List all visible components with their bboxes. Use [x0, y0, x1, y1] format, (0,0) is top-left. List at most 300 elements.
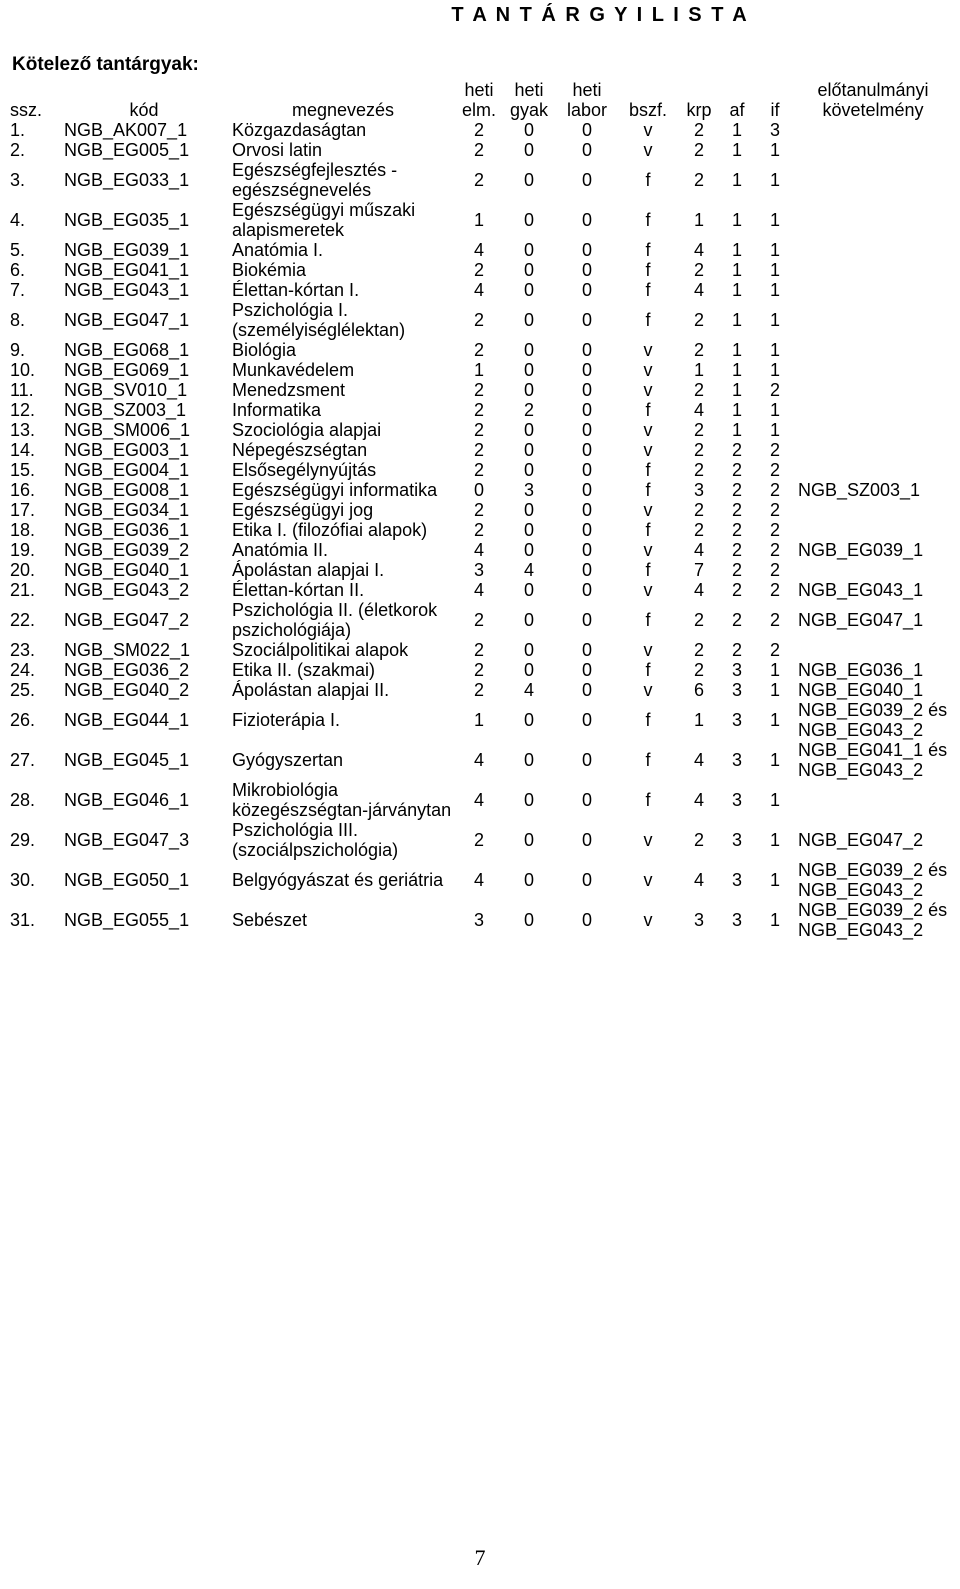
row-if: 2: [769, 460, 780, 480]
row-ssz: 15.: [10, 460, 36, 480]
row-kod: NGB_EG043_1: [64, 280, 190, 300]
table-row: [6, 300, 952, 340]
row-af: 2: [731, 560, 742, 580]
col-af: af: [729, 100, 745, 120]
row-krp: 2: [693, 170, 704, 190]
row-nev: Munkavédelem: [232, 360, 355, 380]
row-af: 1: [731, 260, 742, 280]
row-ssz: 27.: [10, 750, 36, 770]
row-kod: NGB_EG036_2: [64, 660, 190, 680]
row-heti-elm: 2: [473, 260, 484, 280]
row-krp: 1: [693, 710, 704, 730]
row-heti-gyak: 0: [523, 280, 534, 300]
row-if: 2: [769, 610, 780, 630]
row-elotanulmanyi: [794, 200, 952, 240]
row-heti-elm: 2: [473, 310, 484, 330]
row-heti-labor: 0: [581, 210, 592, 230]
row-nev: Menedzsment: [232, 380, 346, 400]
row-krp: 4: [693, 750, 704, 770]
row-kod: NGB_EG047_1: [64, 310, 190, 330]
section-subtitle: Kötelező tantárgyak:: [12, 54, 199, 75]
row-heti-gyak: 0: [523, 260, 534, 280]
row-heti-gyak: 0: [523, 310, 534, 330]
row-heti-elm: 2: [473, 340, 484, 360]
row-bszf: v: [643, 870, 653, 890]
row-af: 2: [731, 580, 742, 600]
row-ssz: 3.: [10, 170, 26, 190]
row-heti-labor: 0: [581, 640, 592, 660]
row-if: 1: [769, 660, 780, 680]
row-heti-elm: 2: [473, 830, 484, 850]
table-row: [6, 520, 952, 540]
row-heti-elm: 1: [473, 210, 484, 230]
row-kod: NGB_SV010_1: [64, 380, 188, 400]
row-heti-elm: 2: [473, 680, 484, 700]
table-row: [6, 460, 952, 480]
row-heti-labor: 0: [581, 610, 592, 630]
row-ssz: 12.: [10, 400, 36, 420]
row-heti-elm: 2: [473, 170, 484, 190]
row-ssz: 28.: [10, 790, 36, 810]
row-heti-elm: 2: [473, 420, 484, 440]
row-bszf: v: [643, 540, 653, 560]
row-nev: Közgazdaságtan: [232, 120, 367, 140]
row-heti-labor: 0: [581, 710, 592, 730]
table-row: [6, 280, 952, 300]
row-bszf: v: [643, 420, 653, 440]
row-elotanulmanyi: [794, 300, 952, 340]
row-af: 3: [731, 790, 742, 810]
row-af: 1: [731, 310, 742, 330]
row-bszf: v: [643, 500, 653, 520]
row-ssz: 25.: [10, 680, 36, 700]
row-nev: Népegészségtan: [232, 440, 368, 460]
row-nev: Pszichológia I. (személyiséglélektan): [232, 300, 406, 340]
row-ssz: 2.: [10, 140, 26, 160]
row-kod: NGB_EG045_1: [64, 750, 190, 770]
row-heti-labor: 0: [581, 660, 592, 680]
row-nev: Egészségügyi informatika: [232, 480, 438, 500]
col-heti-gyak: heti gyak: [509, 80, 549, 120]
row-heti-labor: 0: [581, 420, 592, 440]
row-if: 1: [769, 170, 780, 190]
row-heti-elm: 1: [473, 360, 484, 380]
row-if: 2: [769, 440, 780, 460]
table-row: [6, 200, 952, 240]
row-kod: NGB_EG040_2: [64, 680, 190, 700]
table-row: [6, 380, 952, 400]
row-af: 2: [731, 460, 742, 480]
row-ssz: 5.: [10, 240, 26, 260]
row-nev: Egészségügyi műszaki alapismeretek: [232, 200, 416, 240]
row-heti-gyak: 0: [523, 170, 534, 190]
row-af: 3: [731, 710, 742, 730]
row-elotanulmanyi: [794, 400, 952, 420]
row-ssz: 24.: [10, 660, 36, 680]
row-ssz: 22.: [10, 610, 36, 630]
row-af: 3: [731, 660, 742, 680]
row-kod: NGB_EG003_1: [64, 440, 190, 460]
row-bszf: f: [645, 660, 651, 680]
row-heti-gyak: 0: [523, 540, 534, 560]
row-ssz: 14.: [10, 440, 36, 460]
row-nev: Élettan-kórtan II.: [232, 580, 365, 600]
row-heti-elm: 2: [473, 640, 484, 660]
row-af: 3: [731, 750, 742, 770]
row-nev: Anatómia II.: [232, 540, 329, 560]
row-heti-elm: 2: [473, 460, 484, 480]
row-heti-gyak: 0: [523, 380, 534, 400]
col-elotanulmanyi: előtanulmányi követelmény: [817, 80, 929, 120]
row-nev: Egészségfejlesztés - egészségnevelés: [232, 160, 398, 200]
row-bszf: f: [645, 210, 651, 230]
row-elotanulmanyi: [794, 280, 952, 300]
row-af: 1: [731, 420, 742, 440]
row-bszf: v: [643, 830, 653, 850]
row-kod: NGB_EG005_1: [64, 140, 190, 160]
row-bszf: v: [643, 680, 653, 700]
row-nev: Biológia: [232, 340, 297, 360]
row-nev: Anatómia I.: [232, 240, 324, 260]
row-kod: NGB_EG068_1: [64, 340, 190, 360]
row-elotanulmanyi: [794, 500, 952, 520]
row-elotanulmanyi: NGB_EG043_1: [798, 580, 924, 600]
table-row: [6, 400, 952, 420]
row-kod: NGB_AK007_1: [64, 120, 188, 140]
row-if: 1: [769, 870, 780, 890]
row-if: 3: [769, 120, 780, 140]
row-elotanulmanyi: NGB_EG041_1 és NGB_EG043_2: [798, 740, 948, 780]
row-elotanulmanyi: [794, 360, 952, 380]
row-ssz: 31.: [10, 910, 36, 930]
table-row: [6, 160, 952, 200]
row-heti-labor: 0: [581, 340, 592, 360]
row-heti-gyak: 3: [523, 480, 534, 500]
table-row: [6, 680, 952, 700]
row-krp: 2: [693, 340, 704, 360]
row-elotanulmanyi: [794, 260, 952, 280]
row-heti-labor: 0: [581, 460, 592, 480]
row-heti-gyak: 0: [523, 830, 534, 850]
table-row: [6, 660, 952, 680]
row-if: 1: [769, 680, 780, 700]
row-ssz: 4.: [10, 210, 26, 230]
row-af: 1: [731, 120, 742, 140]
row-elotanulmanyi: [794, 140, 952, 160]
row-bszf: f: [645, 790, 651, 810]
row-heti-elm: 4: [473, 870, 484, 890]
row-heti-gyak: 0: [523, 790, 534, 810]
row-bszf: v: [643, 440, 653, 460]
row-heti-labor: 0: [581, 540, 592, 560]
table-row: [6, 540, 952, 560]
row-heti-labor: 0: [581, 310, 592, 330]
row-af: 2: [731, 540, 742, 560]
row-af: 2: [731, 610, 742, 630]
table-row: [6, 600, 952, 640]
row-nev: Biokémia: [232, 260, 307, 280]
row-heti-elm: 2: [473, 610, 484, 630]
row-heti-labor: 0: [581, 240, 592, 260]
row-heti-labor: 0: [581, 120, 592, 140]
row-krp: 4: [693, 790, 704, 810]
row-bszf: v: [643, 380, 653, 400]
row-elotanulmanyi: [794, 340, 952, 360]
row-elotanulmanyi: [794, 120, 952, 140]
row-krp: 4: [693, 400, 704, 420]
row-ssz: 1.: [10, 120, 26, 140]
row-krp: 2: [693, 260, 704, 280]
row-heti-elm: 2: [473, 660, 484, 680]
row-kod: NGB_EG050_1: [64, 870, 190, 890]
table-row: [6, 140, 952, 160]
row-nev: Ápolástan alapjai II.: [232, 680, 390, 700]
row-if: 2: [769, 480, 780, 500]
row-elotanulmanyi: [794, 420, 952, 440]
row-heti-elm: 2: [473, 400, 484, 420]
row-kod: NGB_SZ003_1: [64, 400, 187, 420]
row-if: 1: [769, 910, 780, 930]
row-elotanulmanyi: [794, 240, 952, 260]
row-if: 1: [769, 210, 780, 230]
row-elotanulmanyi: [794, 640, 952, 660]
row-nev: Szociálpolitikai alapok: [232, 640, 409, 660]
row-if: 1: [769, 240, 780, 260]
row-nev: Pszichológia II. (életkorok pszichológiája): [232, 600, 438, 640]
row-krp: 1: [693, 360, 704, 380]
row-if: 2: [769, 380, 780, 400]
row-elotanulmanyi: [794, 560, 952, 580]
row-heti-labor: 0: [581, 280, 592, 300]
row-heti-elm: 3: [473, 560, 484, 580]
row-elotanulmanyi: NGB_SZ003_1: [798, 480, 921, 500]
col-krp: krp: [686, 100, 712, 120]
row-krp: 1: [693, 210, 704, 230]
row-if: 2: [769, 580, 780, 600]
col-if: if: [770, 100, 780, 120]
row-heti-gyak: 0: [523, 340, 534, 360]
row-elotanulmanyi: [794, 380, 952, 400]
row-bszf: f: [645, 460, 651, 480]
row-elotanulmanyi: NGB_EG039_2 és NGB_EG043_2: [798, 900, 948, 940]
row-krp: 4: [693, 870, 704, 890]
row-heti-elm: 2: [473, 380, 484, 400]
row-af: 1: [731, 280, 742, 300]
row-af: 1: [731, 380, 742, 400]
row-heti-labor: 0: [581, 680, 592, 700]
row-heti-gyak: 4: [523, 560, 534, 580]
row-af: 2: [731, 440, 742, 460]
row-ssz: 18.: [10, 520, 36, 540]
row-krp: 2: [693, 460, 704, 480]
row-krp: 2: [693, 610, 704, 630]
row-heti-labor: 0: [581, 910, 592, 930]
row-heti-gyak: 0: [523, 710, 534, 730]
col-heti-elm: heti elm.: [462, 80, 497, 120]
row-nev: Gyógyszertan: [232, 750, 344, 770]
table-row: [6, 860, 952, 900]
col-ssz: ssz.: [10, 100, 43, 120]
row-bszf: f: [645, 280, 651, 300]
row-ssz: 19.: [10, 540, 36, 560]
row-if: 1: [769, 830, 780, 850]
row-nev: Belgyógyászat és geriátria: [232, 870, 444, 890]
row-if: 1: [769, 340, 780, 360]
row-kod: NGB_EG047_2: [64, 610, 190, 630]
row-heti-labor: 0: [581, 500, 592, 520]
row-ssz: 7.: [10, 280, 26, 300]
table-row: [6, 240, 952, 260]
row-ssz: 10.: [10, 360, 36, 380]
col-heti-labor: heti labor: [566, 80, 608, 120]
row-bszf: f: [645, 480, 651, 500]
col-kod: kód: [129, 100, 159, 120]
row-heti-gyak: 0: [523, 750, 534, 770]
row-heti-elm: 4: [473, 280, 484, 300]
row-heti-elm: 2: [473, 500, 484, 520]
row-heti-labor: 0: [581, 440, 592, 460]
row-nev: Élettan-kórtan I.: [232, 280, 360, 300]
row-kod: NGB_EG034_1: [64, 500, 190, 520]
row-kod: NGB_EG036_1: [64, 520, 190, 540]
row-nev: Egészségügyi jog: [232, 500, 374, 520]
table-row: [6, 120, 952, 140]
row-kod: NGB_EG039_2: [64, 540, 190, 560]
row-af: 3: [731, 680, 742, 700]
row-ssz: 26.: [10, 710, 36, 730]
row-krp: 4: [693, 580, 704, 600]
row-if: 2: [769, 540, 780, 560]
row-if: 1: [769, 710, 780, 730]
row-if: 1: [769, 400, 780, 420]
table-row: [6, 480, 952, 500]
row-af: 2: [731, 480, 742, 500]
row-krp: 6: [693, 680, 704, 700]
row-heti-labor: 0: [581, 380, 592, 400]
table-row: [6, 420, 952, 440]
row-heti-elm: 4: [473, 240, 484, 260]
row-kod: NGB_EG069_1: [64, 360, 190, 380]
row-heti-labor: 0: [581, 480, 592, 500]
row-heti-elm: 4: [473, 750, 484, 770]
row-kod: NGB_EG040_1: [64, 560, 190, 580]
row-krp: 2: [693, 440, 704, 460]
row-if: 1: [769, 310, 780, 330]
row-krp: 2: [693, 310, 704, 330]
row-kod: NGB_EG041_1: [64, 260, 190, 280]
row-heti-labor: 0: [581, 170, 592, 190]
table-row: [6, 640, 952, 660]
table-body: [6, 120, 952, 940]
row-elotanulmanyi: NGB_EG047_1: [798, 610, 924, 630]
row-nev: Etika II. (szakmai): [232, 660, 376, 680]
row-heti-elm: 1: [473, 710, 484, 730]
row-krp: 3: [693, 910, 704, 930]
row-kod: NGB_EG039_1: [64, 240, 190, 260]
table-row: [6, 780, 952, 820]
row-krp: 2: [693, 140, 704, 160]
row-ssz: 30.: [10, 870, 36, 890]
row-af: 1: [731, 360, 742, 380]
row-kod: NGB_EG055_1: [64, 910, 190, 930]
row-if: 2: [769, 520, 780, 540]
row-krp: 4: [693, 240, 704, 260]
row-nev: Pszichológia III. (szociálpszichológia): [232, 820, 399, 860]
row-nev: Fizioterápia I.: [232, 710, 341, 730]
row-elotanulmanyi: [794, 520, 952, 540]
row-heti-labor: 0: [581, 830, 592, 850]
table-row: [6, 500, 952, 520]
row-heti-gyak: 0: [523, 440, 534, 460]
table-row: [6, 260, 952, 280]
row-heti-elm: 2: [473, 140, 484, 160]
row-af: 3: [731, 870, 742, 890]
row-kod: NGB_EG035_1: [64, 210, 190, 230]
row-kod: NGB_EG008_1: [64, 480, 190, 500]
row-kod: NGB_SM022_1: [64, 640, 191, 660]
row-nev: Mikrobiológia közegészségtan-járványtan: [232, 780, 452, 820]
row-ssz: 6.: [10, 260, 26, 280]
row-heti-elm: 4: [473, 580, 484, 600]
row-krp: 2: [693, 660, 704, 680]
row-ssz: 8.: [10, 310, 26, 330]
course-table: [6, 80, 952, 940]
table-row: [6, 580, 952, 600]
row-if: 1: [769, 280, 780, 300]
row-heti-gyak: 0: [523, 640, 534, 660]
row-bszf: f: [645, 710, 651, 730]
row-elotanulmanyi: [794, 160, 952, 200]
row-kod: NGB_SM006_1: [64, 420, 191, 440]
row-nev: Elsősegélynyújtás: [232, 460, 377, 480]
row-krp: 4: [693, 540, 704, 560]
col-nev: megnevezés: [291, 100, 395, 120]
row-elotanulmanyi: NGB_EG036_1: [798, 660, 924, 680]
row-heti-gyak: 0: [523, 420, 534, 440]
row-heti-elm: 4: [473, 540, 484, 560]
row-bszf: f: [645, 240, 651, 260]
table-row: [6, 360, 952, 380]
row-heti-labor: 0: [581, 790, 592, 810]
row-heti-elm: 2: [473, 520, 484, 540]
row-af: 1: [731, 170, 742, 190]
row-ssz: 13.: [10, 420, 36, 440]
row-af: 3: [731, 910, 742, 930]
row-bszf: v: [643, 580, 653, 600]
row-krp: 2: [693, 380, 704, 400]
row-heti-elm: 4: [473, 790, 484, 810]
row-heti-gyak: 0: [523, 460, 534, 480]
row-af: 1: [731, 400, 742, 420]
row-kod: NGB_EG004_1: [64, 460, 190, 480]
row-heti-gyak: 0: [523, 120, 534, 140]
row-heti-gyak: 0: [523, 520, 534, 540]
row-bszf: v: [643, 360, 653, 380]
row-elotanulmanyi: [794, 780, 952, 820]
row-heti-gyak: 0: [523, 870, 534, 890]
table-row: [6, 900, 952, 940]
row-bszf: f: [645, 750, 651, 770]
row-bszf: f: [645, 400, 651, 420]
col-bszf: bszf.: [628, 100, 667, 120]
row-bszf: f: [645, 260, 651, 280]
row-kod: NGB_EG046_1: [64, 790, 190, 810]
row-if: 1: [769, 420, 780, 440]
row-af: 3: [731, 830, 742, 850]
row-af: 1: [731, 340, 742, 360]
row-heti-labor: 0: [581, 520, 592, 540]
row-heti-gyak: 0: [523, 580, 534, 600]
